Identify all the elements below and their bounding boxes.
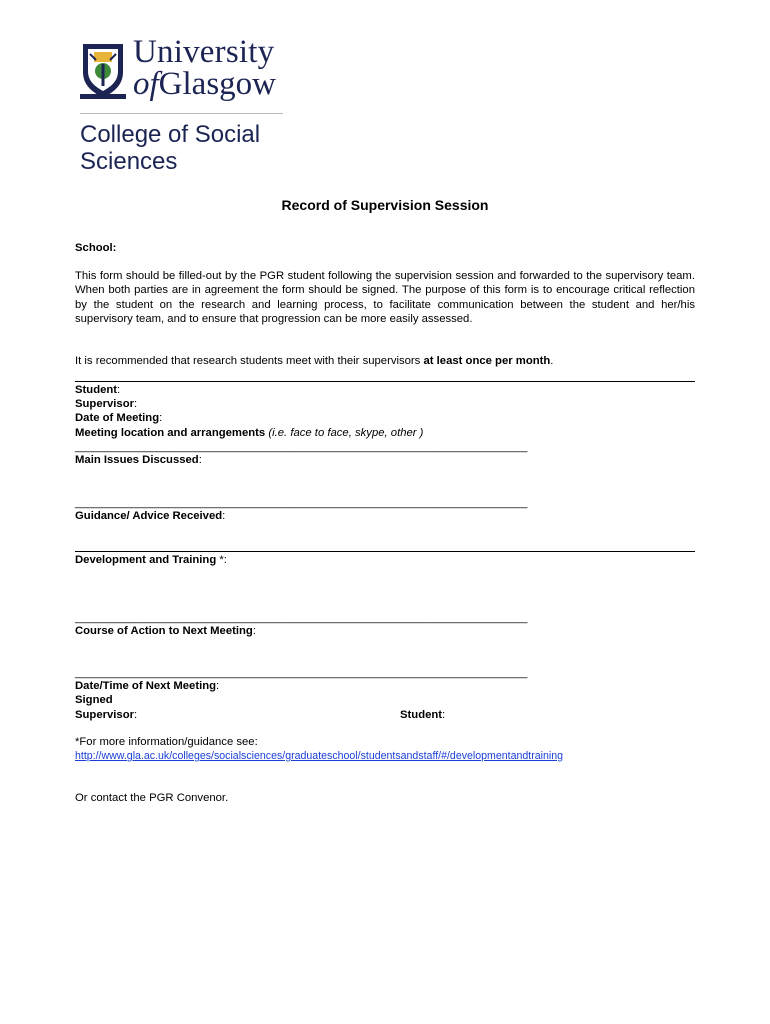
next-meeting-label: Date/Time of Next Meeting <box>75 680 217 692</box>
recommendation-suffix: . <box>550 355 554 367</box>
blank-line: ________________________________________________________________________ <box>75 612 528 624</box>
meeting-location-hint: (i.e. face to face, skype, other ) <box>268 427 424 439</box>
wordmark-glasgow: Glasgow <box>158 66 276 102</box>
sign-supervisor-field <box>75 708 137 722</box>
recommendation-emphasis: at least once per month <box>423 355 551 367</box>
university-crest-icon <box>80 42 126 102</box>
colon: : <box>134 709 138 721</box>
colon: : <box>134 398 138 410</box>
section-rule-development <box>75 551 695 552</box>
guidance-field <box>75 509 225 523</box>
sign-student-label: Student <box>400 709 443 721</box>
guidance-label: Guidance/ Advice Received <box>75 510 223 522</box>
meeting-date-field <box>75 411 162 425</box>
next-meeting-field <box>75 679 219 693</box>
course-of-action-label: Course of Action to Next Meeting <box>75 625 253 637</box>
supervisor-label: Supervisor <box>75 398 135 410</box>
contact-text: Or contact the PGR Convenor. <box>75 792 229 804</box>
wordmark-of: of <box>133 66 159 102</box>
colon: : <box>198 454 202 466</box>
colon: : <box>442 709 446 721</box>
blank-line: ________________________________________________________________________ <box>75 667 528 679</box>
meeting-location-field <box>75 426 423 440</box>
course-of-action-field <box>75 624 256 638</box>
development-footnote-mark: *: <box>216 554 227 566</box>
meeting-date-label: Date of Meeting <box>75 412 160 424</box>
development-field <box>75 553 227 567</box>
meeting-location-label: Meeting location and arrangements <box>75 427 266 439</box>
school-label: School: <box>75 242 117 254</box>
development-label: Development and Training <box>75 554 217 566</box>
supervisor-field <box>75 397 137 411</box>
college-name <box>80 121 260 175</box>
sign-supervisor-label: Supervisor <box>75 709 135 721</box>
student-label: Student <box>75 384 118 396</box>
signed-label: Signed <box>75 694 113 706</box>
more-info-text: *For more information/guidance see: <box>75 736 258 748</box>
college-name-line2: Sciences <box>80 148 178 175</box>
recommendation-text <box>75 354 553 368</box>
student-field <box>75 383 120 397</box>
university-wordmark-line2 <box>133 68 276 101</box>
colon: : <box>117 384 121 396</box>
blank-line: ________________________________________________________________________ <box>75 497 528 509</box>
colon: : <box>216 680 220 692</box>
sign-student-field <box>400 708 445 722</box>
university-wordmark-line1: University <box>133 34 275 70</box>
colon: : <box>222 510 226 522</box>
intro-paragraph: This form should be filled-out by the PGR student following the supervision session and forwarded to the supervisory team. When both parties are in agreement the form should be signed. The purpose of this form is to encourage critical reflection by the student on the research and learning process, to facilitate communication between the student and her/his supervisory team, and to ensure that progression can be more easily assessed. <box>75 270 695 326</box>
recommendation-prefix: It is recommended that research students meet with their supervisors <box>75 355 424 367</box>
logo-divider <box>80 113 283 114</box>
guidance-link[interactable]: http://www.gla.ac.uk/colleges/socialsciences/graduateschool/studentsandstaff/#/developmentandtraining <box>75 750 564 762</box>
page-title: Record of Supervision Session <box>281 197 489 213</box>
main-issues-field <box>75 453 202 467</box>
college-name-line1: College of Social <box>80 121 261 148</box>
section-rule-top <box>75 381 695 382</box>
blank-line: ________________________________________________________________________ <box>75 441 528 453</box>
colon: : <box>159 412 163 424</box>
main-issues-label: Main Issues Discussed <box>75 454 199 466</box>
colon: : <box>252 625 256 637</box>
